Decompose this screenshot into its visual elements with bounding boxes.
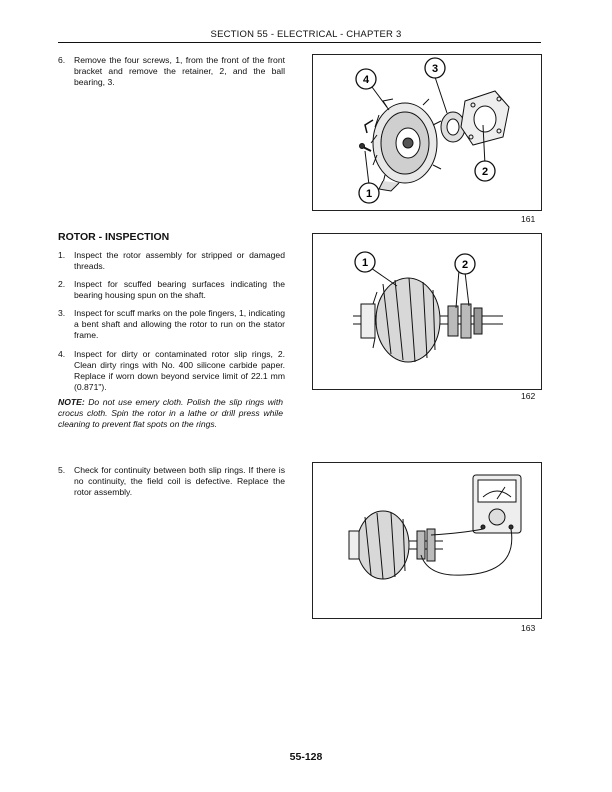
inspection-step-1 (58, 250, 285, 274)
inspection-step-2 (58, 279, 285, 303)
continuity-test-illustration (313, 463, 541, 618)
step-number: 3. (58, 308, 66, 318)
alternator-exploded-illustration (313, 55, 541, 210)
step-text: Inspect for scuffed bearing surfaces indicating the bearing housing spun on the shaft. (74, 279, 285, 300)
step-text: Inspect for dirty or contaminated rotor slip rings, 2. Clean dirty rings with No. 400 silicone carbide paper. Replace if worn down beyond service limit of 22.1 mm (0.871"). (74, 349, 285, 392)
section-header: SECTION 55 - ELECTRICAL - CHAPTER 3 (210, 29, 402, 40)
figure-161 (312, 54, 542, 211)
step-text: Check for continuity between both slip rings. If there is no continuity, the field coil is defective. Replace the rotor assembly. (74, 465, 285, 497)
step-text: Inspect for scuff marks on the pole fingers, 1, indicating a bent shaft and allowing the rotor to run on the stator frame. (74, 308, 285, 340)
step-text: Remove the four screws, 1, from the front of the front bracket and remove the retainer, 2, and the ball bearing, 3. (74, 55, 285, 87)
note-label: NOTE: (58, 397, 85, 407)
step-number: 2. (58, 279, 66, 289)
step-number: 1. (58, 250, 66, 260)
step-number: 4. (58, 349, 66, 359)
figure-163 (312, 462, 542, 619)
section-heading: ROTOR - INSPECTION (58, 231, 170, 243)
page-number: 55-128 (289, 751, 323, 763)
callout-3: 3 (431, 63, 439, 75)
figure-number-163: 163 (521, 623, 536, 633)
note (58, 397, 283, 430)
callout-2: 2 (481, 166, 489, 178)
figure-162 (312, 233, 542, 390)
note-text: Do not use emery cloth. Polish the slip rings with crocus cloth. Spin the rotor in a lathe or drill press while cleaning to prevent flat spots on the rings. (58, 397, 283, 429)
step-number: 6. (58, 55, 66, 65)
step-number: 5. (58, 465, 66, 475)
step-5 (58, 465, 285, 501)
header-rule (58, 42, 541, 43)
step-6 (58, 55, 285, 95)
figure-number-162: 162 (521, 391, 536, 401)
inspection-step-4 (58, 349, 285, 395)
callout-1: 1 (365, 188, 373, 200)
callout-4: 4 (362, 74, 370, 86)
callout-1: 1 (361, 257, 369, 269)
inspection-step-3 (58, 308, 285, 344)
callout-2: 2 (461, 259, 469, 271)
figure-number-161: 161 (521, 214, 536, 224)
step-text: Inspect the rotor assembly for stripped or damaged threads. (74, 250, 285, 271)
rotor-illustration (313, 234, 541, 389)
